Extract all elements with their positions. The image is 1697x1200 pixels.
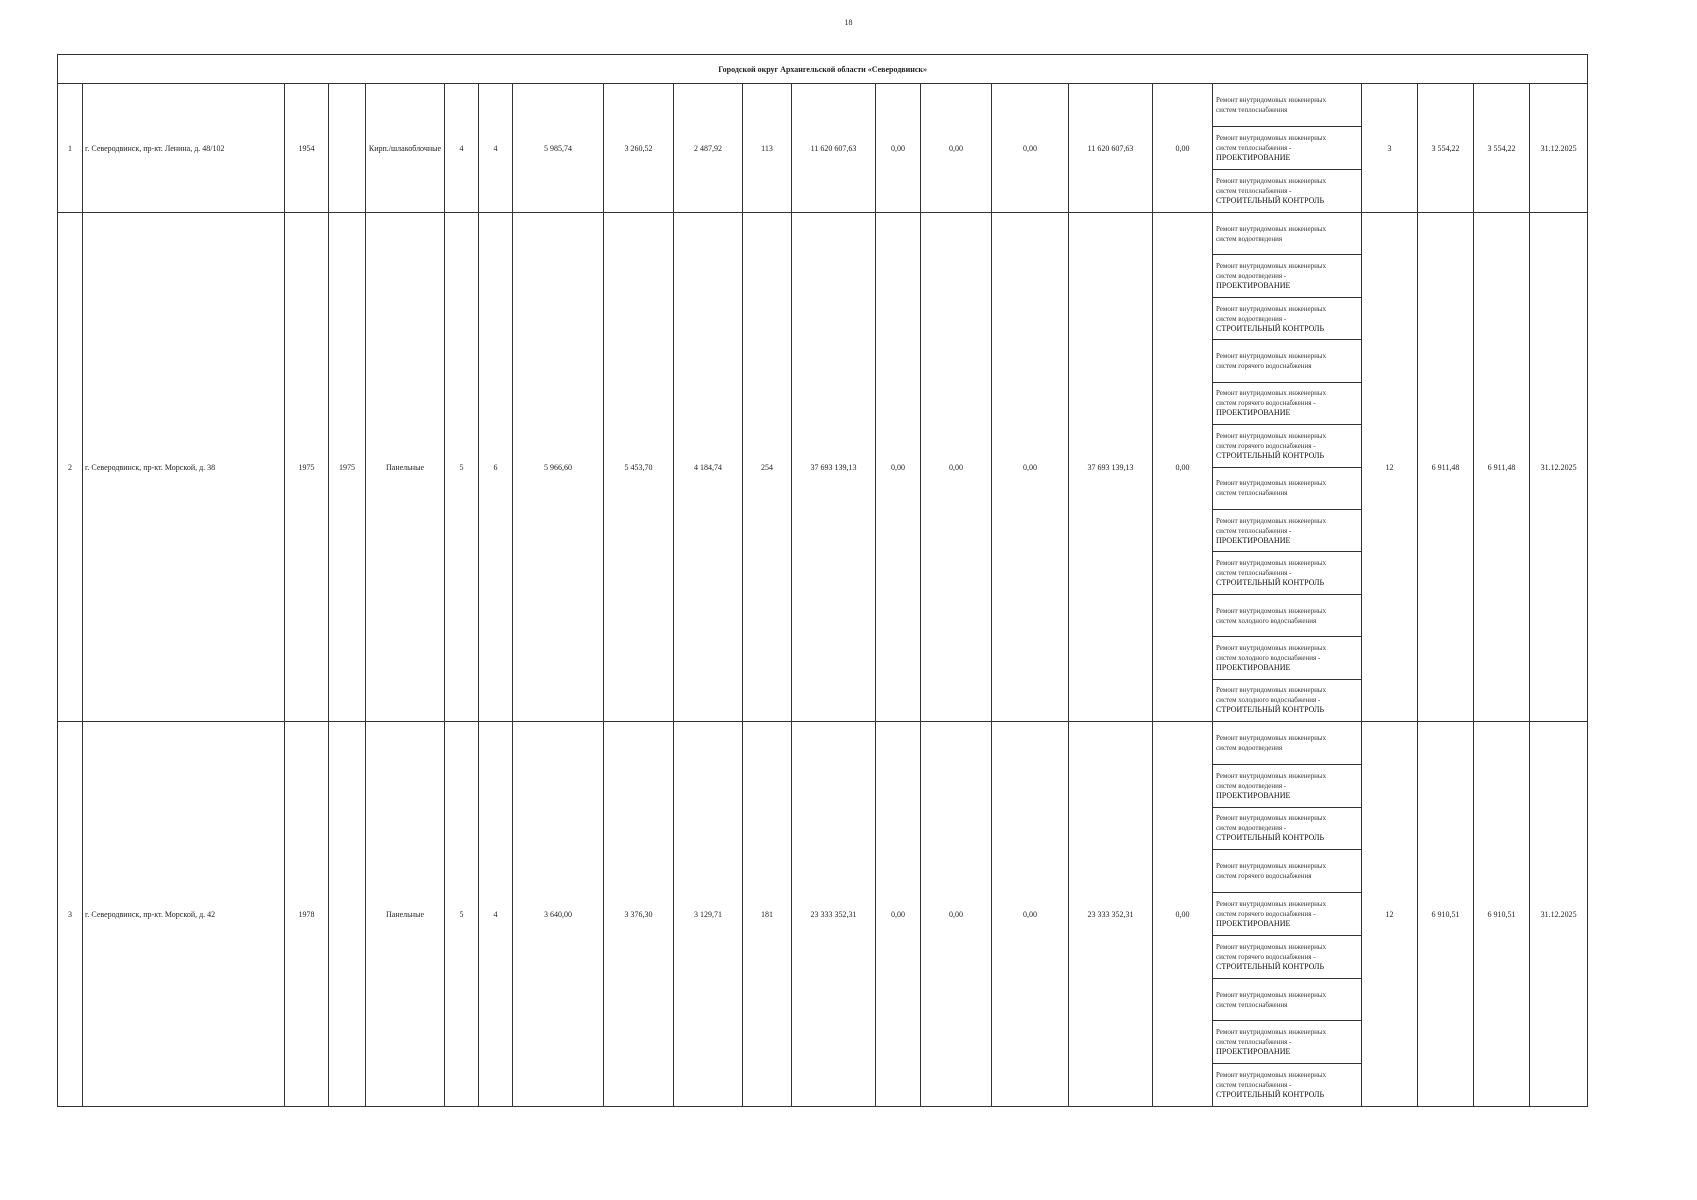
work-item <box>1213 936 1361 979</box>
work-line: Ремонт внутридомовых инженерных <box>1216 389 1327 398</box>
work-item <box>1213 213 1361 255</box>
work-line: систем холодного водоснабжения - <box>1216 653 1321 662</box>
work-item <box>1213 340 1361 382</box>
work-line: систем теплоснабжения - <box>1216 144 1292 152</box>
work-line: Ремонт внутридомовых инженерных <box>1216 900 1327 909</box>
cost-total: 11 620 607,63 <box>792 84 876 213</box>
wall-material: Кирп./шлакоблочные <box>366 84 445 213</box>
fund-federal: 0,00 <box>876 213 921 722</box>
work-item <box>1213 893 1361 936</box>
work-stage: ПРОЕКТИРОВАНИЕ <box>1216 919 1291 929</box>
work-item <box>1213 552 1361 594</box>
registry-table <box>57 54 1588 1107</box>
entrances: 6 <box>479 213 513 722</box>
floors: 5 <box>445 213 479 722</box>
area-total: 5 966,60 <box>513 213 604 722</box>
page-number: 18 <box>844 18 853 27</box>
fund-regional: 0,00 <box>921 213 992 722</box>
work-line: Ремонт внутридомовых инженерных <box>1216 643 1327 652</box>
work-stage: СТРОИТЕЛЬНЫЙ КОНТРОЛЬ <box>1216 196 1325 205</box>
work-stage: ПРОЕКТИРОВАНИЕ <box>1216 790 1291 800</box>
deadline: 31.12.2025 <box>1530 213 1588 722</box>
table-row <box>58 84 1588 213</box>
area-living: 3 260,52 <box>604 84 674 213</box>
work-stage: СТРОИТЕЛЬНЫЙ КОНТРОЛЬ <box>1216 1090 1325 1100</box>
fund-owners: 23 333 352,31 <box>1069 722 1153 1107</box>
cost-total: 23 333 352,31 <box>792 722 876 1107</box>
work-item <box>1213 383 1361 425</box>
work-line: систем теплоснабжения <box>1216 1000 1288 1009</box>
work-line: Ремонт внутридомовых инженерных <box>1216 771 1327 780</box>
fund-other: 0,00 <box>1153 213 1213 722</box>
work-line: систем горячего водоснабжения <box>1216 361 1312 370</box>
year-built: 1954 <box>285 84 329 213</box>
work-line: Ремонт внутридомовых инженерных <box>1216 262 1327 271</box>
cost-total: 37 693 139,13 <box>792 213 876 722</box>
work-item <box>1213 510 1361 552</box>
work-item <box>1213 637 1361 679</box>
year-reconstruction <box>329 722 366 1107</box>
work-line: систем водоотведения - <box>1216 781 1287 790</box>
fund-regional: 0,00 <box>921 84 992 213</box>
work-line: систем теплоснабжения - <box>1216 569 1292 578</box>
work-line: Ремонт внутридомовых инженерных <box>1216 431 1327 440</box>
work-line: систем водоотведения <box>1216 234 1283 243</box>
work-line: Ремонт внутридомовых инженерных <box>1216 351 1327 360</box>
area-residential: 2 487,92 <box>674 84 743 213</box>
work-line: систем водоотведения <box>1216 743 1283 752</box>
work-line: Ремонт внутридомовых инженерных <box>1216 686 1327 695</box>
work-stage: ПРОЕКТИРОВАНИЕ <box>1216 153 1291 162</box>
work-item <box>1213 425 1361 467</box>
floors: 5 <box>445 722 479 1107</box>
work-line: Ремонт внутридомовых инженерных <box>1216 516 1327 525</box>
address: г. Северодвинск, пр-кт. Морской, д. 42 <box>83 722 285 1107</box>
work-line: систем теплоснабжения - <box>1216 187 1292 195</box>
work-line: Ремонт внутридомовых инженерных <box>1216 606 1327 615</box>
works-list <box>1213 722 1362 1107</box>
row-number: 1 <box>58 84 83 213</box>
fund-federal: 0,00 <box>876 84 921 213</box>
work-stage: ПРОЕКТИРОВАНИЕ <box>1216 1047 1291 1057</box>
work-line: систем теплоснабжения - <box>1216 1081 1292 1090</box>
work-stage: ПРОЕКТИРОВАНИЕ <box>1216 535 1291 545</box>
entrances: 4 <box>479 84 513 213</box>
work-line: систем горячего водоснабжения - <box>1216 441 1316 450</box>
wall-material: Панельные <box>366 213 445 722</box>
work-item <box>1213 1064 1361 1106</box>
work-stage: СТРОИТЕЛЬНЫЙ КОНТРОЛЬ <box>1216 450 1325 460</box>
year-built: 1975 <box>285 213 329 722</box>
work-item <box>1213 722 1361 765</box>
work-line: систем водоотведения - <box>1216 272 1287 281</box>
entrances: 4 <box>479 722 513 1107</box>
work-line: систем холодного водоснабжения - <box>1216 696 1321 705</box>
work-line: Ремонт внутридомовых инженерных <box>1216 814 1327 823</box>
work-line: систем теплоснабжения <box>1216 106 1288 114</box>
address: г. Северодвинск, пр-кт. Ленина, д. 48/102 <box>83 84 285 213</box>
floors: 4 <box>445 84 479 213</box>
area-total: 5 985,74 <box>513 84 604 213</box>
address: г. Северодвинск, пр-кт. Морской, д. 38 <box>83 213 285 722</box>
work-line: систем теплоснабжения - <box>1216 1038 1292 1047</box>
work-item <box>1213 979 1361 1022</box>
fund-local: 0,00 <box>992 84 1069 213</box>
year-reconstruction: 1975 <box>329 213 366 722</box>
works-count: 12 <box>1362 213 1418 722</box>
row-number: 2 <box>58 213 83 722</box>
work-line: Ремонт внутридомовых инженерных <box>1216 479 1327 488</box>
fund-other: 0,00 <box>1153 722 1213 1107</box>
work-line: систем холодного водоснабжения <box>1216 616 1317 625</box>
work-line: Ремонт внутридомовых инженерных <box>1216 862 1327 871</box>
table-row <box>58 722 1588 1107</box>
work-line: систем горячего водоснабжения - <box>1216 399 1316 408</box>
work-item <box>1213 1021 1361 1064</box>
section-title: Городской округ Архангельской области «Северодвинск» <box>58 55 1588 84</box>
residents: 181 <box>743 722 792 1107</box>
work-line: Ремонт внутридомовых инженерных <box>1216 1071 1327 1080</box>
work-line: Ремонт внутридомовых инженерных <box>1216 134 1327 142</box>
work-item <box>1213 84 1361 127</box>
max-unit-cost: 6 911,48 <box>1474 213 1530 722</box>
year-reconstruction <box>329 84 366 213</box>
area-residential: 3 129,71 <box>674 722 743 1107</box>
work-line: систем горячего водоснабжения - <box>1216 952 1316 961</box>
fund-federal: 0,00 <box>876 722 921 1107</box>
max-unit-cost: 6 910,51 <box>1474 722 1530 1107</box>
work-stage: СТРОИТЕЛЬНЫЙ КОНТРОЛЬ <box>1216 705 1325 715</box>
residents: 254 <box>743 213 792 722</box>
work-item <box>1213 765 1361 808</box>
work-line: Ремонт внутридомовых инженерных <box>1216 224 1327 233</box>
fund-other: 0,00 <box>1153 84 1213 213</box>
max-unit-cost: 3 554,22 <box>1474 84 1530 213</box>
work-line: Ремонт внутридомовых инженерных <box>1216 1028 1327 1037</box>
work-line: Ремонт внутридомовых инженерных <box>1216 990 1327 999</box>
unit-cost: 6 911,48 <box>1418 213 1474 722</box>
row-number: 3 <box>58 722 83 1107</box>
work-stage: ПРОЕКТИРОВАНИЕ <box>1216 662 1291 672</box>
deadline: 31.12.2025 <box>1530 722 1588 1107</box>
work-line: Ремонт внутридомовых инженерных <box>1216 177 1327 185</box>
area-total: 3 640,00 <box>513 722 604 1107</box>
work-line: систем горячего водоснабжения - <box>1216 910 1316 919</box>
work-stage: СТРОИТЕЛЬНЫЙ КОНТРОЛЬ <box>1216 323 1325 333</box>
work-line: Ремонт внутридомовых инженерных <box>1216 304 1327 313</box>
work-item <box>1213 850 1361 893</box>
residents: 113 <box>743 84 792 213</box>
unit-cost: 6 910,51 <box>1418 722 1474 1107</box>
table-row <box>58 213 1588 722</box>
work-line: Ремонт внутридомовых инженерных <box>1216 733 1327 742</box>
area-residential: 4 184,74 <box>674 213 743 722</box>
unit-cost: 3 554,22 <box>1418 84 1474 213</box>
fund-owners: 11 620 607,63 <box>1069 84 1153 213</box>
fund-local: 0,00 <box>992 722 1069 1107</box>
work-item <box>1213 680 1361 721</box>
work-line: систем теплоснабжения - <box>1216 526 1292 535</box>
work-item <box>1213 468 1361 510</box>
work-item <box>1213 127 1361 170</box>
work-stage: СТРОИТЕЛЬНЫЙ КОНТРОЛЬ <box>1216 833 1325 843</box>
deadline: 31.12.2025 <box>1530 84 1588 213</box>
area-living: 5 453,70 <box>604 213 674 722</box>
work-line: Ремонт внутридомовых инженерных <box>1216 942 1327 951</box>
wall-material: Панельные <box>366 722 445 1107</box>
fund-regional: 0,00 <box>921 722 992 1107</box>
work-item <box>1213 170 1361 212</box>
year-built: 1978 <box>285 722 329 1107</box>
work-line: Ремонт внутридомовых инженерных <box>1216 96 1327 104</box>
work-line: Ремонт внутридомовых инженерных <box>1216 559 1327 568</box>
work-stage: ПРОЕКТИРОВАНИЕ <box>1216 408 1291 418</box>
work-line: систем горячего водоснабжения <box>1216 872 1312 881</box>
fund-owners: 37 693 139,13 <box>1069 213 1153 722</box>
work-line: систем теплоснабжения <box>1216 489 1288 498</box>
works-count: 3 <box>1362 84 1418 213</box>
works-count: 12 <box>1362 722 1418 1107</box>
works-list <box>1213 84 1362 213</box>
work-item <box>1213 298 1361 340</box>
work-item <box>1213 595 1361 637</box>
area-living: 3 376,30 <box>604 722 674 1107</box>
fund-local: 0,00 <box>992 213 1069 722</box>
work-stage: СТРОИТЕЛЬНЫЙ КОНТРОЛЬ <box>1216 961 1325 971</box>
work-line: систем водоотведения - <box>1216 314 1287 323</box>
work-item <box>1213 808 1361 851</box>
works-list <box>1213 213 1362 722</box>
work-line: систем водоотведения - <box>1216 824 1287 833</box>
work-item <box>1213 255 1361 297</box>
work-stage: СТРОИТЕЛЬНЫЙ КОНТРОЛЬ <box>1216 578 1325 588</box>
work-stage: ПРОЕКТИРОВАНИЕ <box>1216 281 1291 291</box>
